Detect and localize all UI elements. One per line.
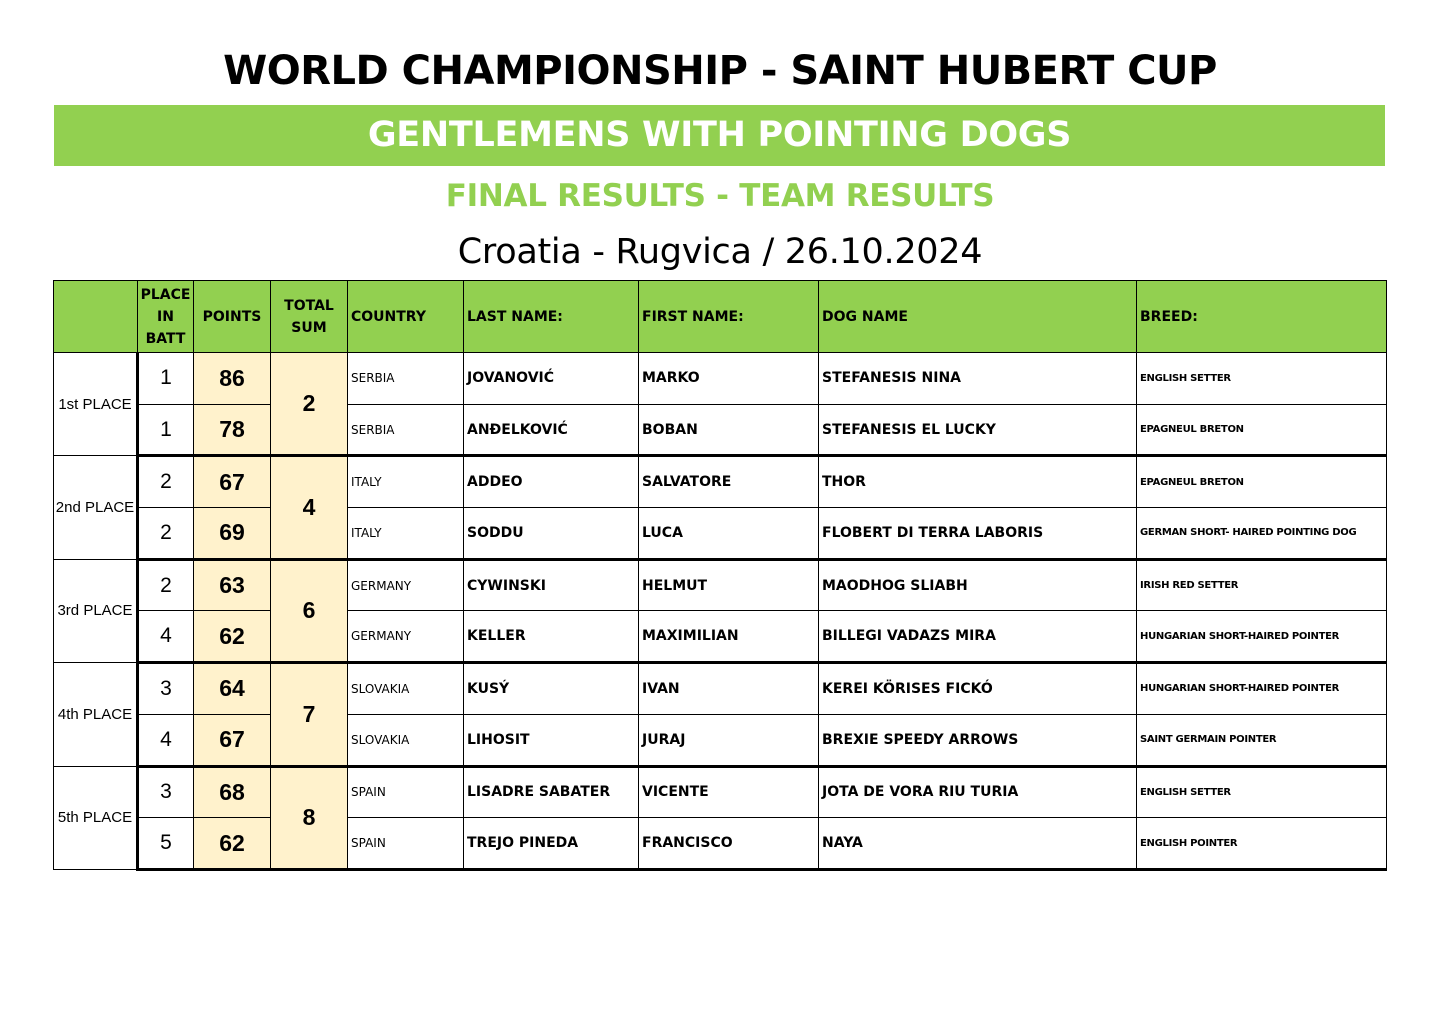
- team-place: 2nd PLACE: [54, 456, 138, 559]
- dog-name: NAYA: [819, 818, 1137, 870]
- table-row: [54, 818, 1387, 870]
- breed: ENGLISH SETTER: [1137, 766, 1387, 818]
- last-name: LIHOSIT: [464, 714, 639, 766]
- table-row: [54, 559, 1387, 611]
- points: 86: [194, 353, 271, 405]
- country: GERMANY: [348, 559, 464, 611]
- country: GERMANY: [348, 611, 464, 663]
- table-header-row: [54, 281, 1387, 353]
- last-name: JOVANOVIĆ: [464, 353, 639, 405]
- breed: IRISH RED SETTER: [1137, 559, 1387, 611]
- team-place: 4th PLACE: [54, 663, 138, 766]
- results-subtitle: FINAL RESULTS - TEAM RESULTS: [445, 178, 995, 214]
- points: 68: [194, 766, 271, 818]
- place-in-batt: 1: [138, 353, 194, 405]
- table-row: [54, 353, 1387, 405]
- table-row: [54, 714, 1387, 766]
- last-name: ADDEO: [464, 456, 639, 508]
- header-place-in-batt: PLACE IN BATT: [138, 281, 194, 353]
- breed: ENGLISH POINTER: [1137, 818, 1387, 870]
- place-in-batt: 3: [138, 766, 194, 818]
- total-sum: 6: [271, 559, 348, 662]
- first-name: MAXIMILIAN: [639, 611, 819, 663]
- breed: SAINT GERMAIN POINTER: [1137, 714, 1387, 766]
- breed: GERMAN SHORT- HAIRED POINTING DOG: [1137, 508, 1387, 560]
- points: 63: [194, 559, 271, 611]
- dog-name: JOTA DE VORA RIU TURIA: [819, 766, 1137, 818]
- points: 67: [194, 714, 271, 766]
- last-name: LISADRE SABATER: [464, 766, 639, 818]
- points: 67: [194, 456, 271, 508]
- place-in-batt: 5: [138, 818, 194, 870]
- header-first-name: FIRST NAME:: [639, 281, 819, 353]
- points: 62: [194, 611, 271, 663]
- breed: ENGLISH SETTER: [1137, 353, 1387, 405]
- country: ITALY: [348, 456, 464, 508]
- place-in-batt: 1: [138, 404, 194, 456]
- table-row: [54, 456, 1387, 508]
- dog-name: MAODHOG SLIABH: [819, 559, 1137, 611]
- first-name: FRANCISCO: [639, 818, 819, 870]
- points: 64: [194, 663, 271, 715]
- table-row: [54, 404, 1387, 456]
- team-results-table: [53, 280, 1387, 871]
- header-team-place: [54, 281, 138, 353]
- table-row: [54, 508, 1387, 560]
- points: 62: [194, 818, 271, 870]
- dog-name: KEREI KÖRISES FICKÓ: [819, 663, 1137, 715]
- country: SPAIN: [348, 766, 464, 818]
- category-banner: GENTLEMENS WITH POINTING DOGS: [54, 105, 1385, 166]
- total-sum: 4: [271, 456, 348, 559]
- dog-name: THOR: [819, 456, 1137, 508]
- country: SPAIN: [348, 818, 464, 870]
- table-body: [54, 353, 1387, 870]
- place-in-batt: 2: [138, 456, 194, 508]
- breed: EPAGNEUL BRETON: [1137, 456, 1387, 508]
- team-place: 3rd PLACE: [54, 559, 138, 662]
- place-in-batt: 2: [138, 508, 194, 560]
- first-name: SALVATORE: [639, 456, 819, 508]
- points: 78: [194, 404, 271, 456]
- table-row: [54, 611, 1387, 663]
- country: SERBIA: [348, 404, 464, 456]
- document-title: WORLD CHAMPIONSHIP - SAINT HUBERT CUP: [223, 48, 1217, 94]
- event-location-date: Croatia - Rugvica / 26.10.2024: [457, 232, 983, 272]
- last-name: SODDU: [464, 508, 639, 560]
- total-sum: 7: [271, 663, 348, 766]
- first-name: VICENTE: [639, 766, 819, 818]
- last-name: KELLER: [464, 611, 639, 663]
- dog-name: STEFANESIS NINA: [819, 353, 1137, 405]
- total-sum: 2: [271, 353, 348, 456]
- place-in-batt: 4: [138, 611, 194, 663]
- header-points: POINTS: [194, 281, 271, 353]
- header-country: COUNTRY: [348, 281, 464, 353]
- last-name: TREJO PINEDA: [464, 818, 639, 870]
- first-name: MARKO: [639, 353, 819, 405]
- first-name: IVAN: [639, 663, 819, 715]
- dog-name: STEFANESIS EL LUCKY: [819, 404, 1137, 456]
- header-breed: BREED:: [1137, 281, 1387, 353]
- country: SLOVAKIA: [348, 714, 464, 766]
- last-name: ANĐELKOVIĆ: [464, 404, 639, 456]
- country: ITALY: [348, 508, 464, 560]
- first-name: JURAJ: [639, 714, 819, 766]
- place-in-batt: 4: [138, 714, 194, 766]
- header-dog-name: DOG NAME: [819, 281, 1137, 353]
- total-sum: 8: [271, 766, 348, 869]
- last-name: KUSÝ: [464, 663, 639, 715]
- first-name: BOBAN: [639, 404, 819, 456]
- place-in-batt: 2: [138, 559, 194, 611]
- breed: HUNGARIAN SHORT-HAIRED POINTER: [1137, 611, 1387, 663]
- dog-name: BREXIE SPEEDY ARROWS: [819, 714, 1137, 766]
- team-place: 1st PLACE: [54, 353, 138, 456]
- breed: HUNGARIAN SHORT-HAIRED POINTER: [1137, 663, 1387, 715]
- first-name: HELMUT: [639, 559, 819, 611]
- place-in-batt: 3: [138, 663, 194, 715]
- dog-name: FLOBERT DI TERRA LABORIS: [819, 508, 1137, 560]
- country: SLOVAKIA: [348, 663, 464, 715]
- points: 69: [194, 508, 271, 560]
- table-row: [54, 766, 1387, 818]
- last-name: CYWINSKI: [464, 559, 639, 611]
- header-last-name: LAST NAME:: [464, 281, 639, 353]
- dog-name: BILLEGI VADAZS MIRA: [819, 611, 1137, 663]
- country: SERBIA: [348, 353, 464, 405]
- breed: EPAGNEUL BRETON: [1137, 404, 1387, 456]
- team-place: 5th PLACE: [54, 766, 138, 869]
- table-row: [54, 663, 1387, 715]
- first-name: LUCA: [639, 508, 819, 560]
- header-total-sum: TOTAL SUM: [271, 281, 348, 353]
